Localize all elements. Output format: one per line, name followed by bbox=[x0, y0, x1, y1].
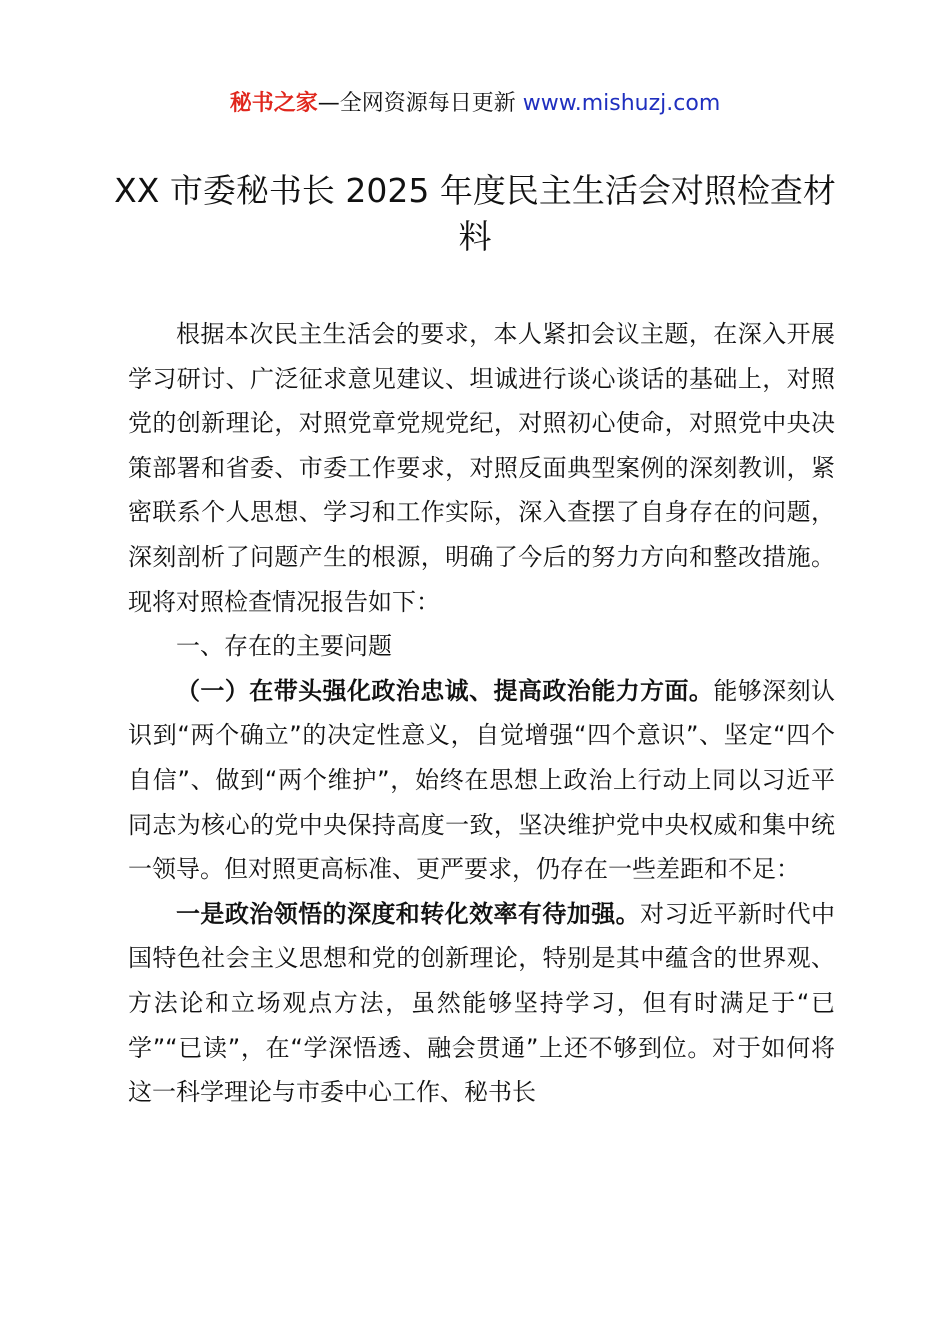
brand-name: 秘书之家 bbox=[229, 91, 318, 116]
intro-paragraph bbox=[128, 312, 835, 624]
site-header bbox=[0, 88, 950, 120]
header-tagline: —全网资源每日更新 bbox=[317, 91, 523, 116]
subsection-heading: （一）在带头强化政治忠诚、提高政治能力方面。 bbox=[176, 676, 714, 705]
section-heading bbox=[128, 624, 835, 669]
subsection-paragraph bbox=[128, 669, 835, 892]
document-title: XX 市委秘书长 2025 年度民主生活会对照检查材料 bbox=[114, 171, 836, 256]
paragraph-text: 对习近平新时代中国特色社会主义思想和党的创新理论，特别是其中蕴含的世界观、方法论和立场观点方法，虽然能够坚持学习，但有时满足于“已学”“已读”，在“学深悟透、融会贯通”上还不够到位。对于如何将这一科学理论与市委中心工作、秘书长 bbox=[128, 899, 836, 1107]
paragraph-text: 根据本次民主生活会的要求，本人紧扣会议主题，在深入开展学习研讨、广泛征求意见建议、坦诚进行谈心谈话的基础上，对照党的创新理论，对照党章党规党纪，对照初心使命，对照党中央决策部署和省委、市委工作要求，对照反面典型案例的深刻教训，紧密联系个人思想、学习和工作实际，深入查摆了自身存在的问题，深刻剖析了问题产生的根源，明确了今后的努力方向和整改措施。现将对照检查情况报告如下： bbox=[128, 320, 835, 616]
paragraph-text: 能够深刻认识到“两个确立”的决定性意义，自觉增强“四个意识”、坚定“四个自信”、做到“两个维护”，始终在思想上政治上行动上同以习近平同志为核心的党中央保持高度一致，坚决维护党中央权威和集中统一领导。但对照更高标准、更严要求，仍存在一些差距和不足： bbox=[128, 676, 836, 884]
document-body bbox=[128, 312, 835, 1115]
point-heading: 一是政治领悟的深度和转化效率有待加强。 bbox=[176, 899, 641, 928]
site-url-link[interactable]: www.mishuzj.com bbox=[522, 91, 721, 116]
point-paragraph bbox=[128, 892, 835, 1115]
section-heading-text: 一、存在的主要问题 bbox=[176, 632, 392, 661]
